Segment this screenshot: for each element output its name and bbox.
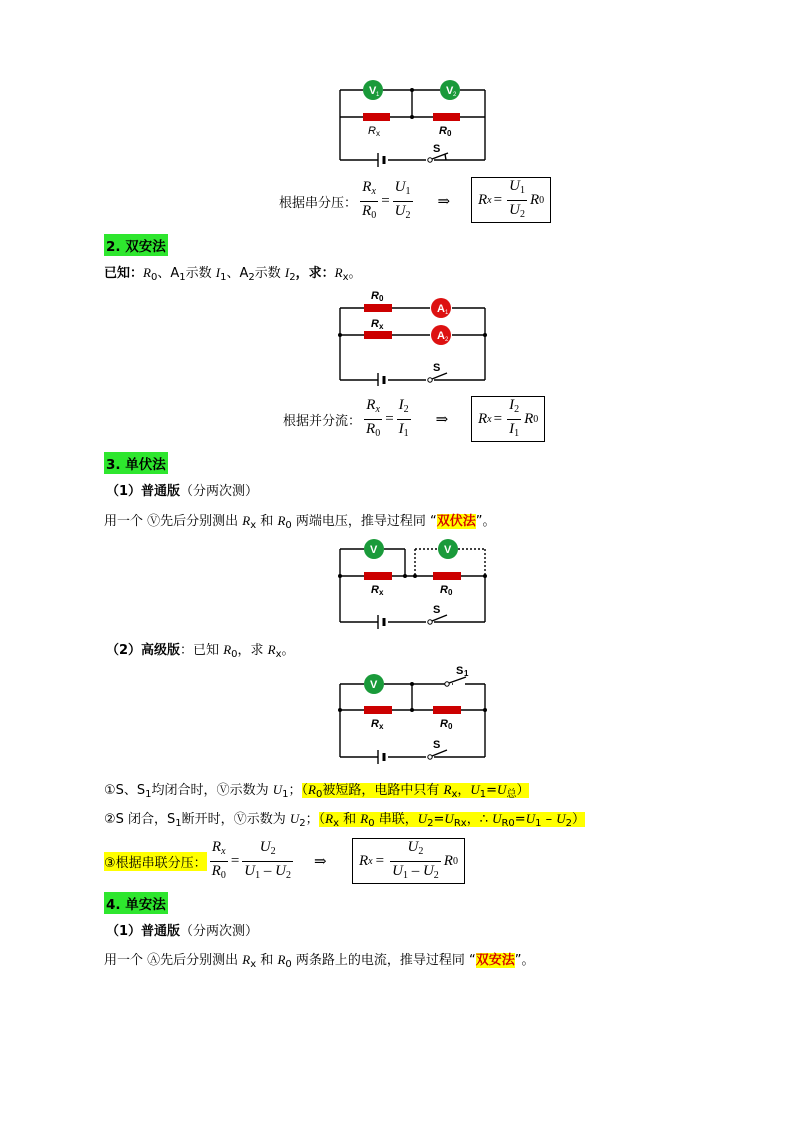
formula-result-box: R x = $\frac{U_1}{U_2}$ R 0 <box>471 177 551 223</box>
label-r0: R <box>371 290 379 302</box>
voltmeter-v-alt-position <box>438 539 458 559</box>
label-switch: S <box>433 604 441 616</box>
step-2-highlight: （$R_x$ 和 $R_0$ 串联，$U_2=U_{Rx}$，∴ $U_{R0}=U_1 - U_2$） <box>318 811 586 829</box>
label-rx: R <box>371 318 379 330</box>
svg-text:0: 0 <box>447 129 452 138</box>
label-switch: S <box>433 143 441 155</box>
svg-text:x: x <box>376 129 380 138</box>
subsection-3-2: （2）高级版：已知 $R_0$，求 $R_x$。 <box>106 642 295 660</box>
step-1-highlight: （$R_0$被短路，电路中只有 $R_x$，$U_1=U_总$） <box>301 782 530 800</box>
known-line-2: 已知：$R_0$、$A_1$示数 $I_1$、$A_2$示数 $I_2$，求：$R_x$。 <box>104 265 362 283</box>
svg-text:0: 0 <box>379 294 384 303</box>
circuit-diagram-advanced-voltmeter <box>330 664 495 764</box>
section-heading-2: 2. 双安法 <box>104 234 168 256</box>
voltmeter-v1 <box>363 80 383 100</box>
label-rx: R <box>371 718 379 730</box>
svg-text:x: x <box>379 322 384 331</box>
resistor-rx <box>364 331 392 339</box>
svg-text:x: x <box>379 722 384 731</box>
label-r0: R <box>440 584 448 596</box>
svg-text:V: V <box>370 544 378 556</box>
svg-text:V: V <box>444 544 452 556</box>
circuit-diagram-single-voltmeter <box>330 534 495 630</box>
formula-prefix: 根据串分压： <box>279 195 358 211</box>
resistor-rx <box>364 706 392 714</box>
label-rx: R <box>371 584 379 596</box>
resistor-rx <box>363 113 390 121</box>
svg-text:V: V <box>446 85 454 97</box>
voltmeter-v <box>364 539 384 559</box>
svg-text:A: A <box>437 303 445 315</box>
svg-text:2: 2 <box>445 337 449 343</box>
label-switch: S <box>433 362 441 374</box>
step-2-line: ②S 闭合，$S_1$断开时，Ⓥ示数为 $U_2$；（$R_x$ 和 $R_0$ 串联，$U_2=U_{Rx}$，∴ $U_{R0}=U_1 - U_2$） <box>104 811 586 829</box>
formula-series-divider: 根据串分压： $\frac{R_x}{R_0}$ = $\frac{U_1}{U_2}$ ⇒ <box>279 178 451 221</box>
circuit-diagram-series-voltmeters <box>330 72 495 167</box>
svg-text:1: 1 <box>445 310 449 316</box>
svg-text:A: A <box>437 330 445 342</box>
svg-text:1: 1 <box>464 669 469 678</box>
ammeter-a2 <box>431 325 451 345</box>
svg-text:0: 0 <box>448 588 453 597</box>
section-heading-4: 4. 单安法 <box>104 892 168 914</box>
section-heading-3: 3. 单伏法 <box>104 452 168 474</box>
step-3-line: ③根据串联分压： $\frac{R_x}{R_0}$ = $\frac{U_2}{U_1 - U_2}$ ⇒ <box>104 838 327 881</box>
svg-text:0: 0 <box>448 722 453 731</box>
subsection-4-1: （1）普通版（分两次测） <box>106 924 259 939</box>
svg-text:V: V <box>369 85 377 97</box>
label-rx: R <box>368 125 376 137</box>
svg-text:2: 2 <box>453 92 457 98</box>
label-r0: R <box>439 125 447 137</box>
resistor-r0 <box>433 113 460 121</box>
paragraph-4-1: 用一个 Ⓐ先后分别测出 $R_x$ 和 $R_0$ 两条路上的电流，推导过程同 “双安法”。 <box>104 952 535 970</box>
formula-result-box-2: R x = $\frac{I_2}{I_1}$ R 0 <box>471 396 545 442</box>
svg-text:V: V <box>370 679 378 691</box>
ammeter-a1 <box>431 298 451 318</box>
resistor-r0 <box>433 706 461 714</box>
label-r0: R <box>440 718 448 730</box>
resistor-r0 <box>364 304 392 312</box>
svg-text:x: x <box>379 588 384 597</box>
circuit-diagram-parallel-ammeters <box>330 286 495 386</box>
step-1-line: ①S、$S_1$均闭合时，Ⓥ示数为 $U_1$；（$R_0$被短路，电路中只有 $R_x$，$U_1=U_总$） <box>104 782 530 800</box>
voltmeter-v <box>364 674 384 694</box>
resistor-rx <box>364 572 392 580</box>
label-switch-s1: S <box>456 665 464 677</box>
svg-text:1: 1 <box>376 92 380 98</box>
paragraph-3-1: 用一个 Ⓥ先后分别测出 $R_x$ 和 $R_0$ 两端电压，推导过程同 “双伏法”。 <box>104 513 496 531</box>
resistor-r0 <box>433 572 461 580</box>
label-switch: S <box>433 739 441 751</box>
formula-result-box-3: R x = $\frac{U_2}{U_1 - U_2}$ R 0 <box>352 838 465 884</box>
formula-parallel-divider: 根据并分流： $\frac{R_x}{R_0}$ = $\frac{I_2}{I_1}$ ⇒ <box>283 396 449 439</box>
voltmeter-v2 <box>440 80 460 100</box>
subsection-3-1: （1）普通版（分两次测） <box>106 484 259 499</box>
